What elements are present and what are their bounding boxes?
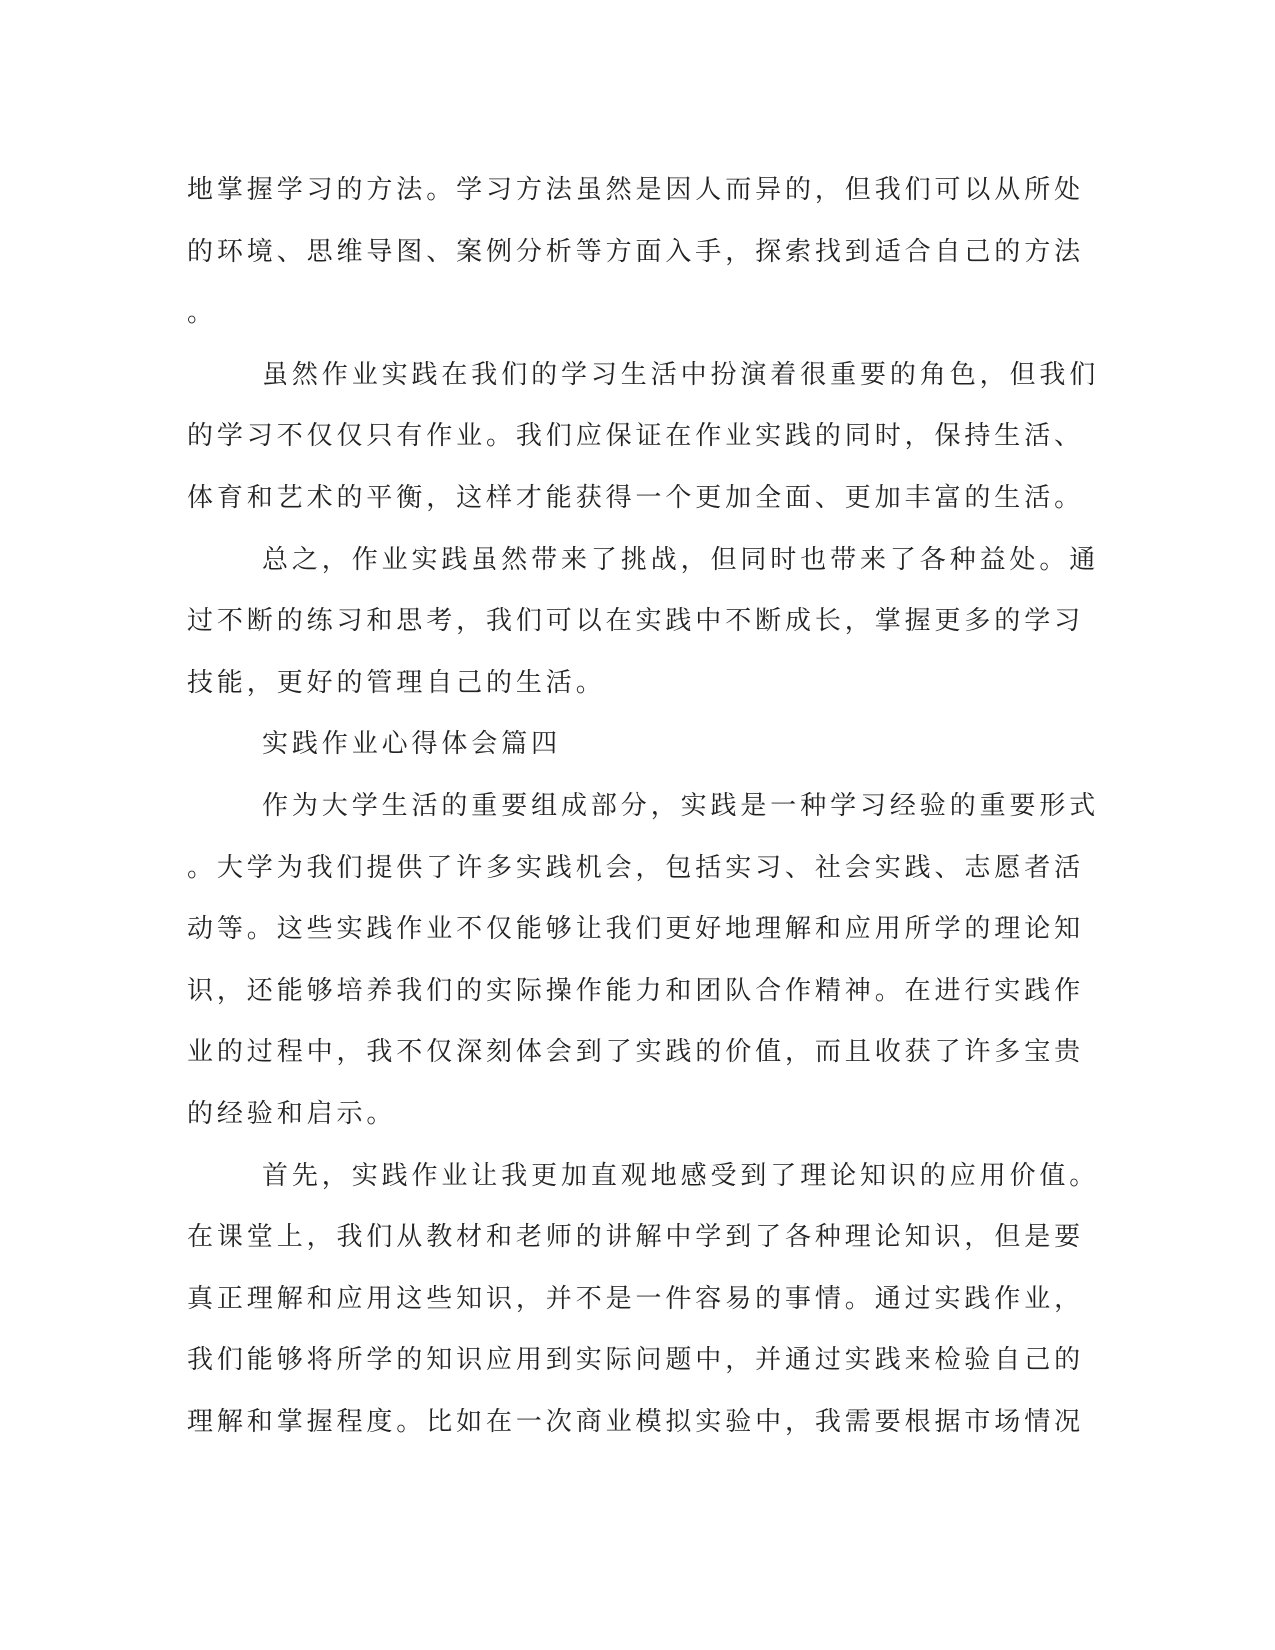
- text-line: 过不断的练习和思考，我们可以在实践中不断成长，掌握更多的学习: [187, 606, 1085, 637]
- text-line: 真正理解和应用这些知识，并不是一件容易的事情。通过实践作业，: [187, 1283, 1085, 1314]
- text-line: 业的过程中，我不仅深刻体会到了实践的价值，而且收获了许多宝贵: [187, 1037, 1085, 1068]
- document-body: [187, 160, 1100, 1453]
- text-line: 的经验和启示。: [187, 1098, 397, 1129]
- paragraph-start-line: 作为大学生活的重要组成部分，实践是一种学习经验的重要形式: [262, 790, 1100, 821]
- paragraph-start-line: 总之，作业实践虽然带来了挑战，但同时也带来了各种益处。通: [262, 544, 1100, 575]
- paragraph-start-line: 首先，实践作业让我更加直观地感受到了理论知识的应用价值。: [262, 1160, 1100, 1191]
- text-line: 在课堂上，我们从教材和老师的讲解中学到了各种理论知识，但是要: [187, 1222, 1085, 1253]
- text-line: 。大学为我们提供了许多实践机会，包括实习、社会实践、志愿者活: [187, 852, 1085, 883]
- text-line: 的环境、思维导图、案例分析等方面入手，探索找到适合自己的方法: [187, 236, 1085, 267]
- section-heading: 实践作业心得体会篇四: [262, 729, 562, 760]
- text-line: 理解和掌握程度。比如在一次商业模拟实验中，我需要根据市场情况: [187, 1406, 1085, 1437]
- text-line: 。: [187, 298, 217, 329]
- text-line: 体育和艺术的平衡，这样才能获得一个更加全面、更加丰富的生活。: [187, 482, 1085, 513]
- text-line: 技能，更好的管理自己的生活。: [187, 667, 606, 698]
- text-line: 我们能够将所学的知识应用到实际问题中，并通过实践来检验自己的: [187, 1345, 1085, 1376]
- text-line: 的学习不仅仅只有作业。我们应保证在作业实践的同时，保持生活、: [187, 421, 1085, 452]
- text-line: 地掌握学习的方法。学习方法虽然是因人而异的，但我们可以从所处: [187, 175, 1085, 205]
- text-line: 识，还能够培养我们的实际操作能力和团队合作精神。在进行实践作: [187, 975, 1085, 1006]
- text-line: 动等。这些实践作业不仅能够让我们更好地理解和应用所学的理论知: [187, 914, 1085, 945]
- paragraph-start-line: 虽然作业实践在我们的学习生活中扮演着很重要的角色，但我们: [262, 359, 1100, 390]
